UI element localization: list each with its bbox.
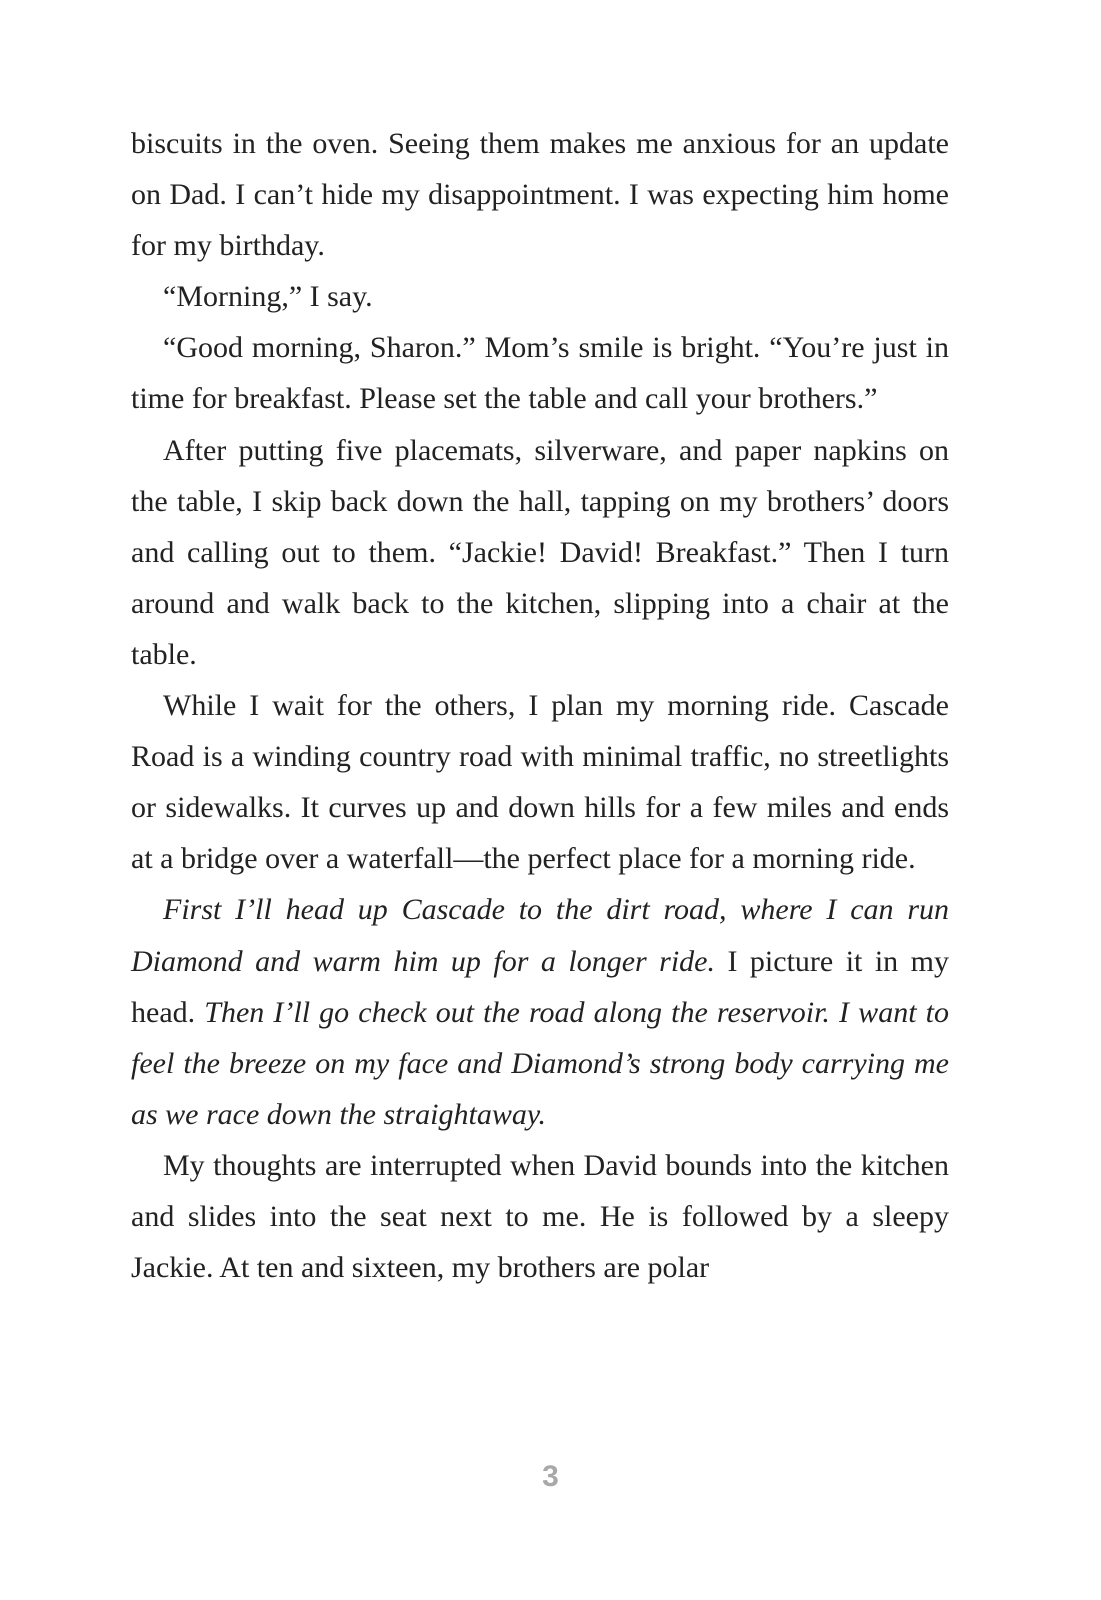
paragraph: [131, 271, 949, 322]
paragraph: [131, 118, 949, 271]
page-number: 3: [542, 1460, 559, 1493]
text-run: My thoughts are interrupted when David bounds into the kitchen and slides into the seat next to me. He is followed by a sleepy Jackie. At ten and sixteen, my brothers are polar: [131, 1148, 949, 1285]
text-run: I picture it in my head.: [131, 944, 949, 1029]
paragraph: [131, 680, 949, 884]
italic-text-run: First I’ll head up Cascade to the dirt road, where I can run Diamond and warm him up for a longer ride.: [131, 893, 949, 978]
paragraph: [131, 322, 949, 424]
italic-text-run: Then I’ll go check out the road along the reservoir. I want to feel the breeze on my face and Diamond’s strong body carrying me as we race down the straightaway.: [131, 995, 949, 1131]
paragraph: [131, 425, 949, 680]
paragraph: [131, 884, 949, 1139]
text-run: While I wait for the others, I plan my morning ride. Cascade Road is a winding country road with minimal traffic, no streetlights or sidewalks. It curves up and down hills for a few miles and ends at a bridge over a waterfall—the perfect place for a morning ride.: [131, 689, 949, 876]
paragraph: [131, 1140, 949, 1293]
text-run: After putting five placemats, silverware, and paper napkins on the table, I skip back down the hall, tapping on my brothers’ doors and calling out to them. “Jackie! David! Breakfast.” Then I turn around and walk back to the kitchen, slipping into a chair at the table.: [131, 433, 949, 671]
text-run: biscuits in the oven. Seeing them makes me anxious for an update on Dad. I can’t hide my disappointment. I was expecting him home for my birthday.: [131, 127, 949, 263]
text-run: “Good morning, Sharon.” Mom’s smile is bright. “You’re just in time for breakfast. Please set the table and call your brothers.”: [131, 331, 949, 416]
text-run: “Morning,” I say.: [163, 280, 373, 314]
body-text: [131, 118, 949, 1293]
